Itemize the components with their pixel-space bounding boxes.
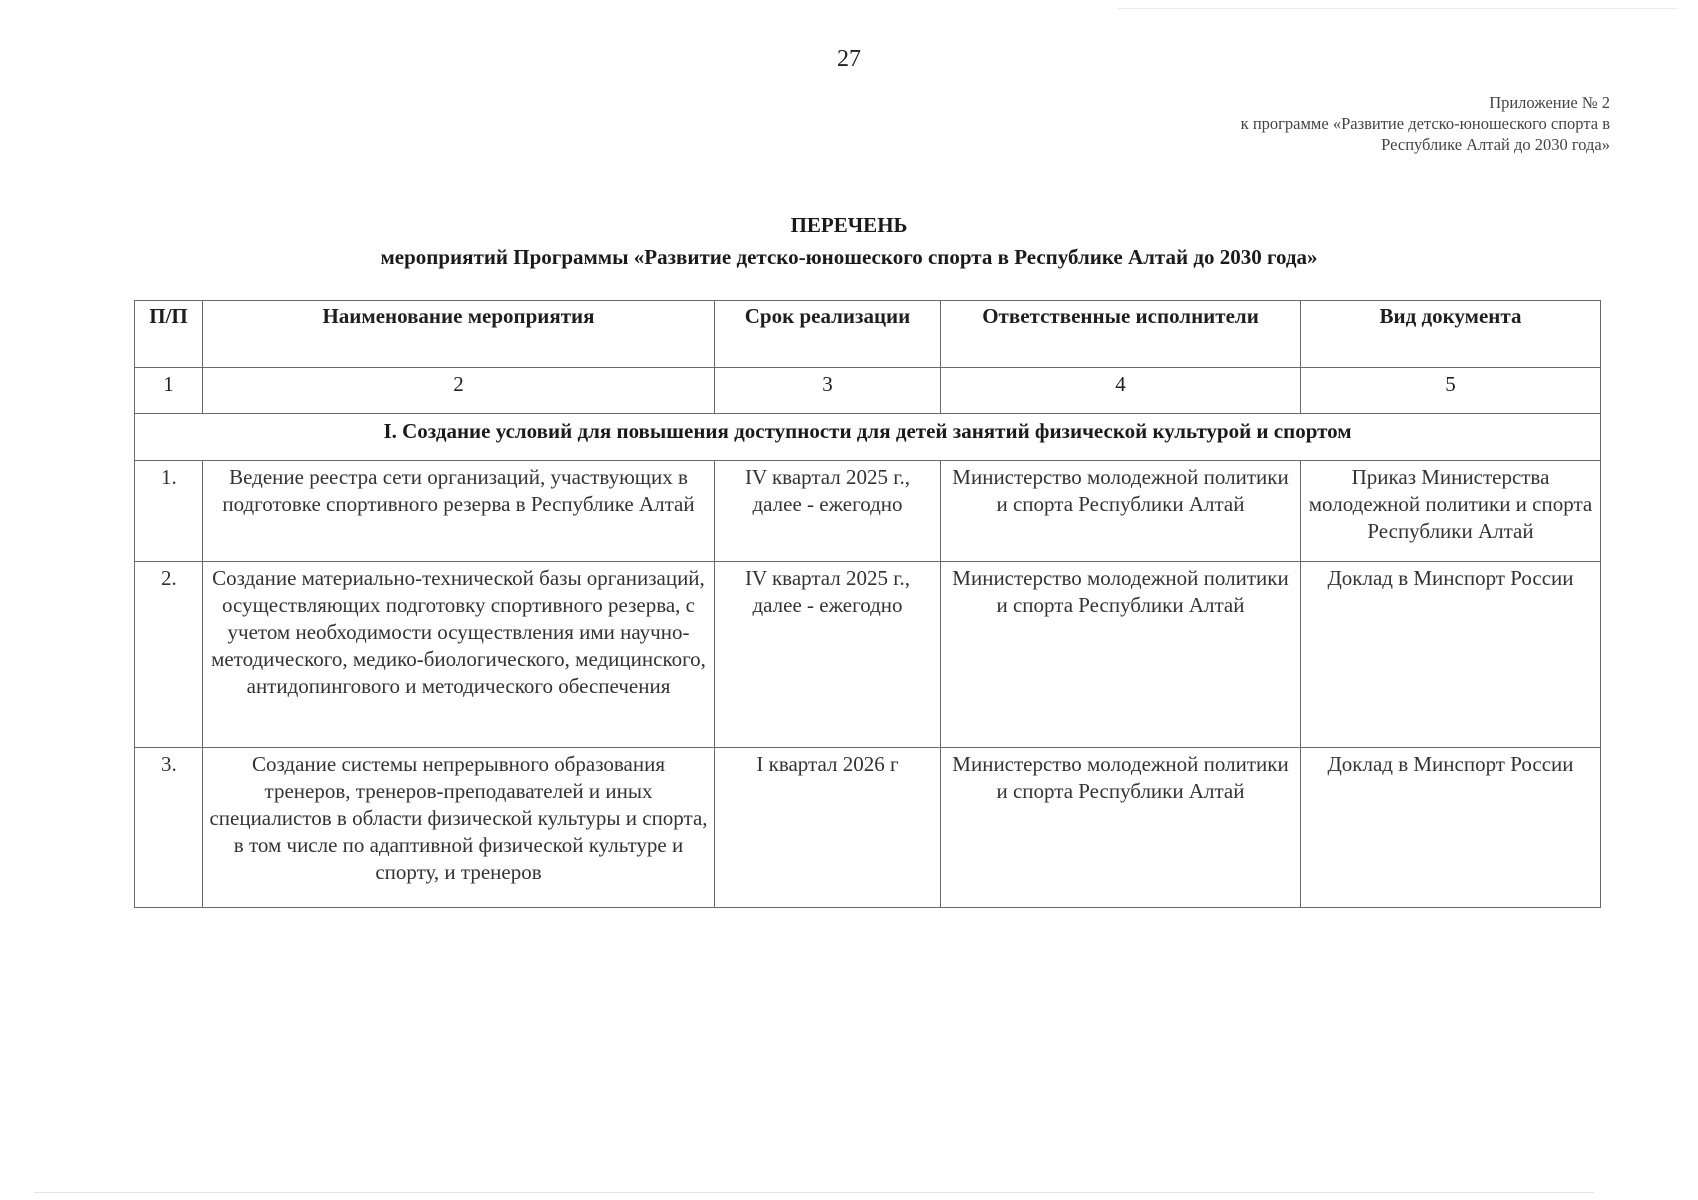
header-cell-executors: Ответственные исполнители bbox=[941, 301, 1301, 368]
row-name-cell: Создание материально-технической базы организаций, осуществляющих подготовку спортивного резерва, с учетом необходимости осуществления ими научно-методического, медико-биологического, медицинского, антидопингового и методического обеспечения bbox=[203, 562, 715, 748]
row-document-cell: Доклад в Минспорт России bbox=[1301, 748, 1601, 908]
row-name-cell: Создание системы непрерывного образования тренеров, тренеров-преподавателей и иных специалистов в области физической культуры и спорта, в том числе по адаптивной физической культуре и спорту, и тренеров bbox=[203, 748, 715, 908]
column-number-cell: 4 bbox=[941, 368, 1301, 414]
row-document-cell: Приказ Министерства молодежной политики и спорта Республики Алтай bbox=[1301, 461, 1601, 562]
scan-artifact-line bbox=[34, 1192, 1594, 1193]
section-heading: I. Создание условий для повышения доступности для детей занятий физической культурой и спортом bbox=[135, 414, 1601, 461]
document-subtitle: мероприятий Программы «Развитие детско-юношеского спорта в Республике Алтай до 2030 года» bbox=[380, 245, 1318, 269]
table-row bbox=[135, 461, 1601, 562]
activities-table bbox=[134, 300, 1601, 908]
row-executors-cell: Министерство молодежной политики и спорта Республики Алтай bbox=[941, 461, 1301, 562]
column-number-cell: 1 bbox=[135, 368, 203, 414]
row-name-cell: Ведение реестра сети организаций, участвующих в подготовке спортивного резерва в Республике Алтай bbox=[203, 461, 715, 562]
appendix-line: к программе «Развитие детско-юношеского спорта в bbox=[1240, 114, 1610, 133]
column-number-cell: 3 bbox=[715, 368, 941, 414]
row-document-cell: Доклад в Минспорт России bbox=[1301, 562, 1601, 748]
row-term-cell: IV квартал 2025 г., далее - ежегодно bbox=[715, 562, 941, 748]
scan-artifact-line bbox=[1118, 8, 1678, 9]
table-header-row bbox=[135, 301, 1601, 368]
column-number-cell: 5 bbox=[1301, 368, 1601, 414]
row-index-cell: 1. bbox=[135, 461, 203, 562]
document-title: ПЕРЕЧЕНЬ bbox=[790, 213, 908, 237]
header-cell-index: П/П bbox=[135, 301, 203, 368]
row-executors-cell: Министерство молодежной политики и спорта Республики Алтай bbox=[941, 562, 1301, 748]
page-number: 27 bbox=[837, 46, 861, 72]
column-number-row bbox=[135, 368, 1601, 414]
row-index-cell: 2. bbox=[135, 562, 203, 748]
row-term-cell: IV квартал 2025 г., далее - ежегодно bbox=[715, 461, 941, 562]
section-heading-row bbox=[135, 414, 1601, 461]
appendix-note bbox=[1090, 92, 1610, 155]
column-number-cell: 2 bbox=[203, 368, 715, 414]
header-cell-name: Наименование мероприятия bbox=[203, 301, 715, 368]
table-row bbox=[135, 562, 1601, 748]
row-index-cell: 3. bbox=[135, 748, 203, 908]
appendix-line: Приложение № 2 bbox=[1489, 93, 1610, 112]
row-executors-cell: Министерство молодежной политики и спорта Республики Алтай bbox=[941, 748, 1301, 908]
row-term-cell: I квартал 2026 г bbox=[715, 748, 941, 908]
header-cell-term: Срок реализации bbox=[715, 301, 941, 368]
table-row bbox=[135, 748, 1601, 908]
appendix-line: Республике Алтай до 2030 года» bbox=[1381, 135, 1610, 154]
header-cell-document: Вид документа bbox=[1301, 301, 1601, 368]
